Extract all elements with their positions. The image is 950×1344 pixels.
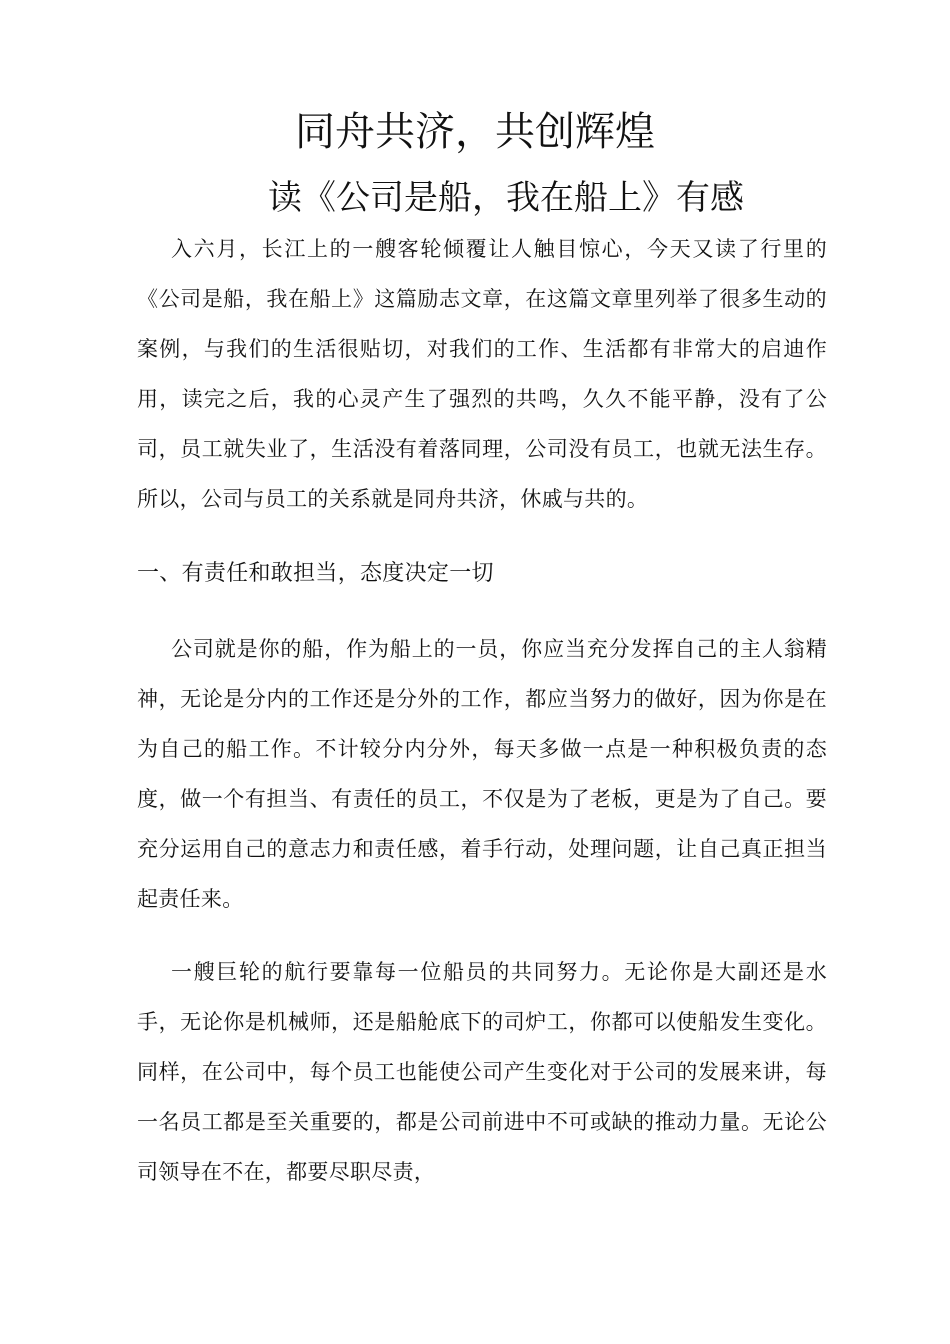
paragraph-teamwork: 一艘巨轮的航行要靠每一位船员的共同努力。无论你是大副还是水手，无论你是机械师，还是船舱底下的司炉工，你都可以使船发生变化。同样，在公司中，每个员工也能使公司产生变化对于公司的发展来讲，每一名员工都是至关重要的，都是公司前进中不可或缺的推动力量。无论公司领导在不在，都要尽职尽责， [137, 960, 827, 1184]
paragraph-intro: 入六月，长江上的一艘客轮倾覆让人触目惊心，今天又读了行里的《公司是船，我在船上》这篇励志文章，在这篇文章里列举了很多生动的案例，与我们的生活很贴切，对我们的工作、生活都有非常大的启迪作用，读完之后，我的心灵产生了强烈的共鸣，久久不能平静，没有了公司，员工就失业了，生活没有着落同理，公司没有员工，也就无法生存。所以，公司与员工的关系就是同舟共济，休戚与共的。 [137, 237, 827, 511]
document-title: 同舟共济，共创辉煌 [295, 109, 655, 155]
document-subtitle: 读《公司是船，我在船上》有感 [268, 178, 744, 218]
paragraph-responsibility: 公司就是你的船，作为船上的一员，你应当充分发挥自己的主人翁精神，无论是分内的工作还是分外的工作，都应当努力的做好，因为你是在为自己的船工作。不计较分内分外，每天多做一点是一种积极负责的态度，做一个有担当、有责任的员工，不仅是为了老板，更是为了自己。要充分运用自己的意志力和责任感，着手行动，处理问题，让自己真正担当起责任来。 [137, 637, 827, 911]
section-heading: 一、有责任和敢担当，态度决定一切 [137, 561, 494, 586]
